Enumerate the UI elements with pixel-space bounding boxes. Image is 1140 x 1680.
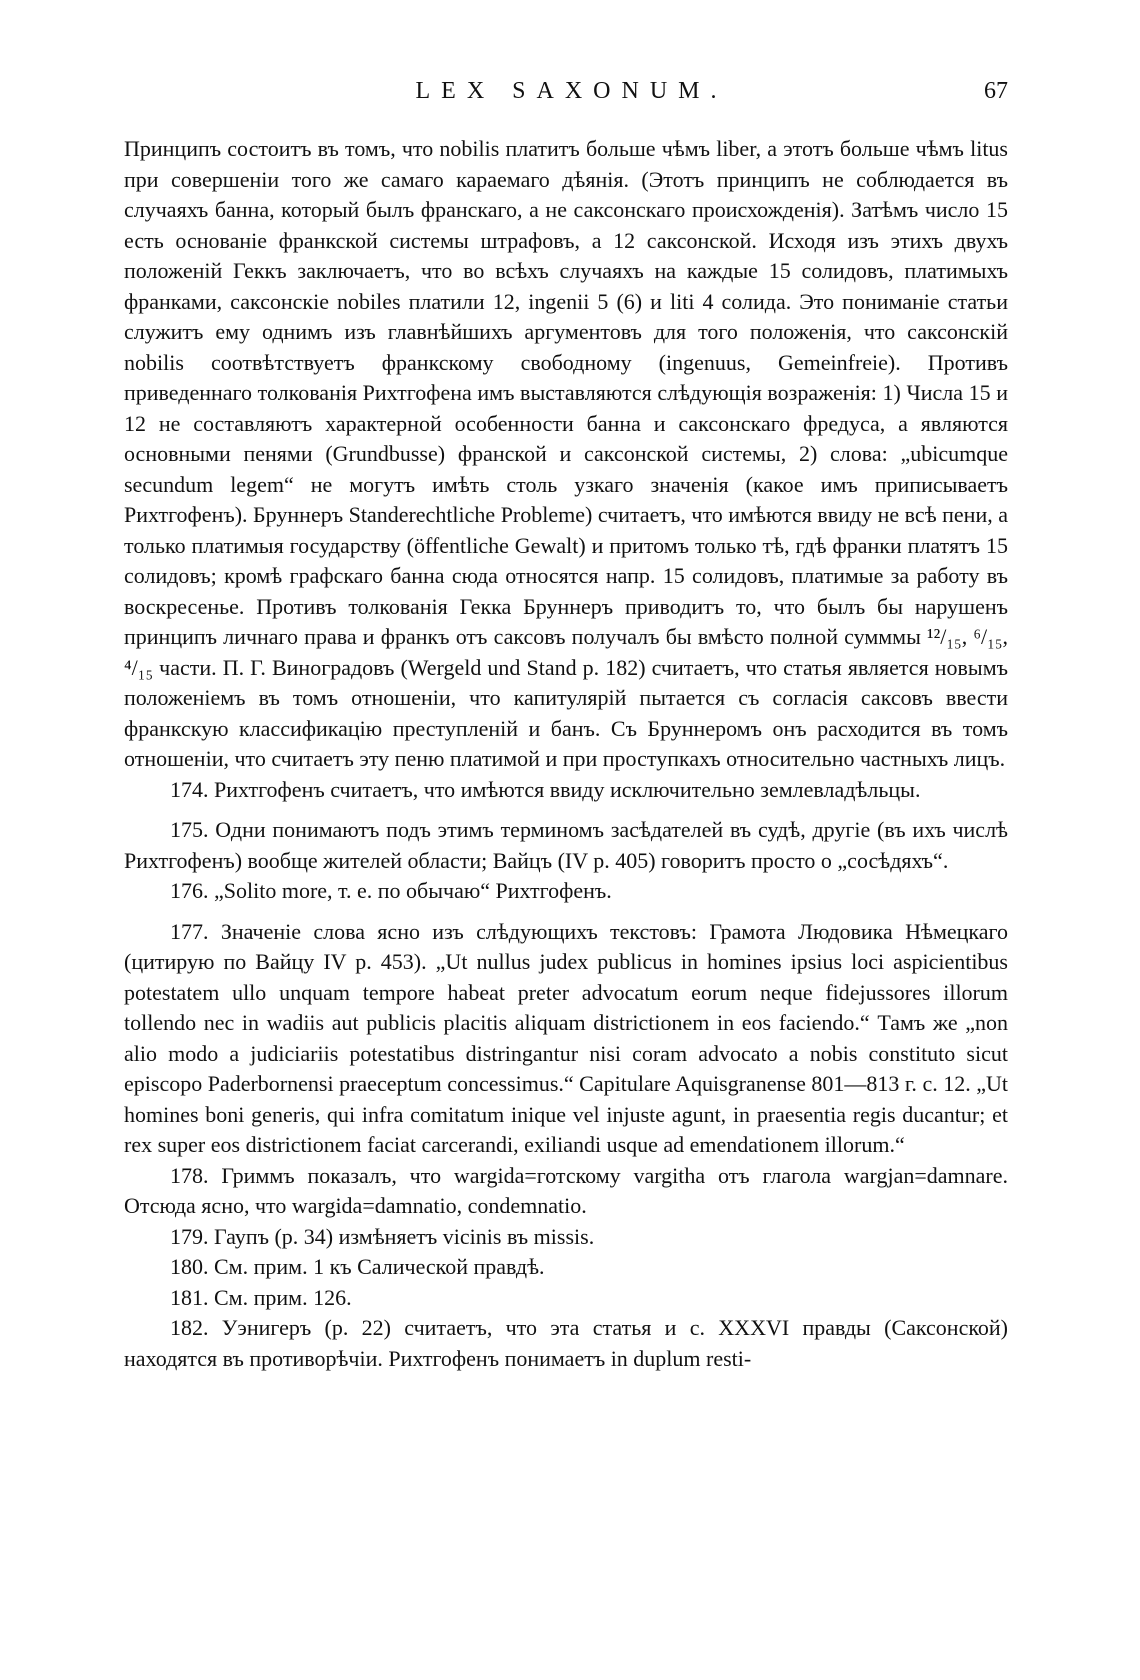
note-177: 177. Значеніе слова ясно изъ слѣдующихъ текстовъ: Грамота Людовика Нѣмецкаго (цитирую по Вайцу IV p. 453). „Ut nullus judex publicus in homines ipsius loci aspicientibus potestatem ullo unquam tempore habeat preter advocatum eorum neque fidejussores illorum tollendo nec in wadiis aut publicis placitis aliquam districtionem in eos faciendo.“ Тамъ же „non alio modo a judiciariis potestatibus distringantur nisi coram advocato a nobis constituto sicut episcopo Paderbornensi praeceptum concessimus.“ Capitulare Aquisgranense 801—813 г. с. 12. „Ut homines boni generis, qui infra comitatum inique vel injuste agunt, in praesentia regis ducantur; et rex super eos districtionem faciat carcerandi, exiliandi usque ad emendationem illorum.“: [124, 918, 1008, 1157]
note-182: 182. Уэнигеръ (p. 22) считаетъ, что эта статья и с. XXXVI правды (Саксонской) находятся въ противорѣчіи. Рихтгофенъ понимаетъ in duplum resti-: [124, 1315, 1008, 1371]
page-number: 67: [984, 78, 1008, 104]
note-178: 178. Гриммъ показалъ, что wargida=готскому vargitha отъ глагола wargjan=damnare. Отсюда ясно, что wargida=damnatio, condemnatio.: [124, 1162, 1008, 1218]
note-175: 175. Одни понимаютъ подъ этимъ терминомъ засѣдателей въ судѣ, другіе (въ ихъ числѣ Рихтгофенъ) вообще жителей области; Вайцъ (IV p. 405) говоритъ просто о „сосѣдяхъ“.: [124, 817, 1008, 873]
note-174: 174. Рихтгофенъ считаетъ, что имѣются ввиду исключительно землевладѣльцы.: [170, 776, 921, 802]
note-181: 181. См. прим. 126.: [170, 1284, 352, 1310]
body-text: [124, 134, 1008, 1374]
running-header: [124, 78, 1008, 112]
note-180: 180. См. прим. 1 къ Салической правдѣ.: [170, 1254, 545, 1279]
note-176: 176. „Solito more, т. е. по обычаю“ Рихтгофенъ.: [170, 878, 612, 903]
paragraph-continuation: Принципъ состоитъ въ томъ, что nobilis платитъ больше чѣмъ liber, а этотъ больше чѣмъ litus при совершеніи того же самаго караемаго дѣянія. (Этотъ принципъ не соблюдается въ случаяхъ банна, который былъ франскаго, а не саксонскаго происхожденія). Затѣмъ число 15 есть основаніе франкской системы штрафовъ, а 12 саксонской. Исходя изъ этихъ двухъ положеній Геккъ заключаетъ, что во всѣхъ случаяхъ на каждые 15 солидовъ, платимыхъ франками, саксонскіе nobiles платили 12, ingenii 5 (6) и liti 4 солида. Это пониманіе статьи служитъ ему однимъ изъ главнѣйшихъ аргументовъ для того положенія, что саксонскій nobilis соотвѣтствуетъ франкскому свободному (ingenuus, Gemeinfreie). Противъ приведеннаго толкованія Рихтгофена имъ выставляются слѣдующія возраженія: 1) Числа 15 и 12 не составляютъ характерной особенности банна и саксонскаго фредуса, а являются основными пенями (Grundbusse) франской и саксонской системы, 2) слова: „ubicumque secundum legem“ не могутъ имѣть столь узкаго значенія (какое имъ приписываетъ Рихтгофенъ). Бруннеръ Standerechtliche Probleme) считаетъ, что имѣются ввиду не всѣ пени, а только платимыя государству (öffentliche Gewalt) и притомъ только тѣ, гдѣ франки платятъ 15 солидовъ; кромѣ графскаго банна сюда относятся напр. 15 солидовъ, платимые за работу въ воскресенье. Противъ толкованія Гекка Бруннеръ приводитъ то, что былъ бы нарушенъ принципъ личнаго права и франкъ отъ саксовъ получалъ бы вмѣсто полной сумммы ¹²/₁₅, ⁶/₁₅, ⁴/₁₅ части. П. Г. Виноградовъ (Wergeld und Stand p. 182) считаетъ, что статья является новымъ положеніемъ въ томъ отношеніи, что капитулярій пытается съ согласія саксовъ ввести франкскую классификацію преступленій и банъ. Съ Бруннеромъ онъ расходится въ томъ отношеніи, что считаетъ эту пеню платимой и при проступкахъ относительно частныхъ лицъ.: [124, 136, 1008, 771]
note-179: 179. Гаупъ (p. 34) измѣняетъ vicinis въ missis.: [170, 1223, 595, 1249]
running-title: LEX SAXONUM.: [415, 78, 728, 104]
